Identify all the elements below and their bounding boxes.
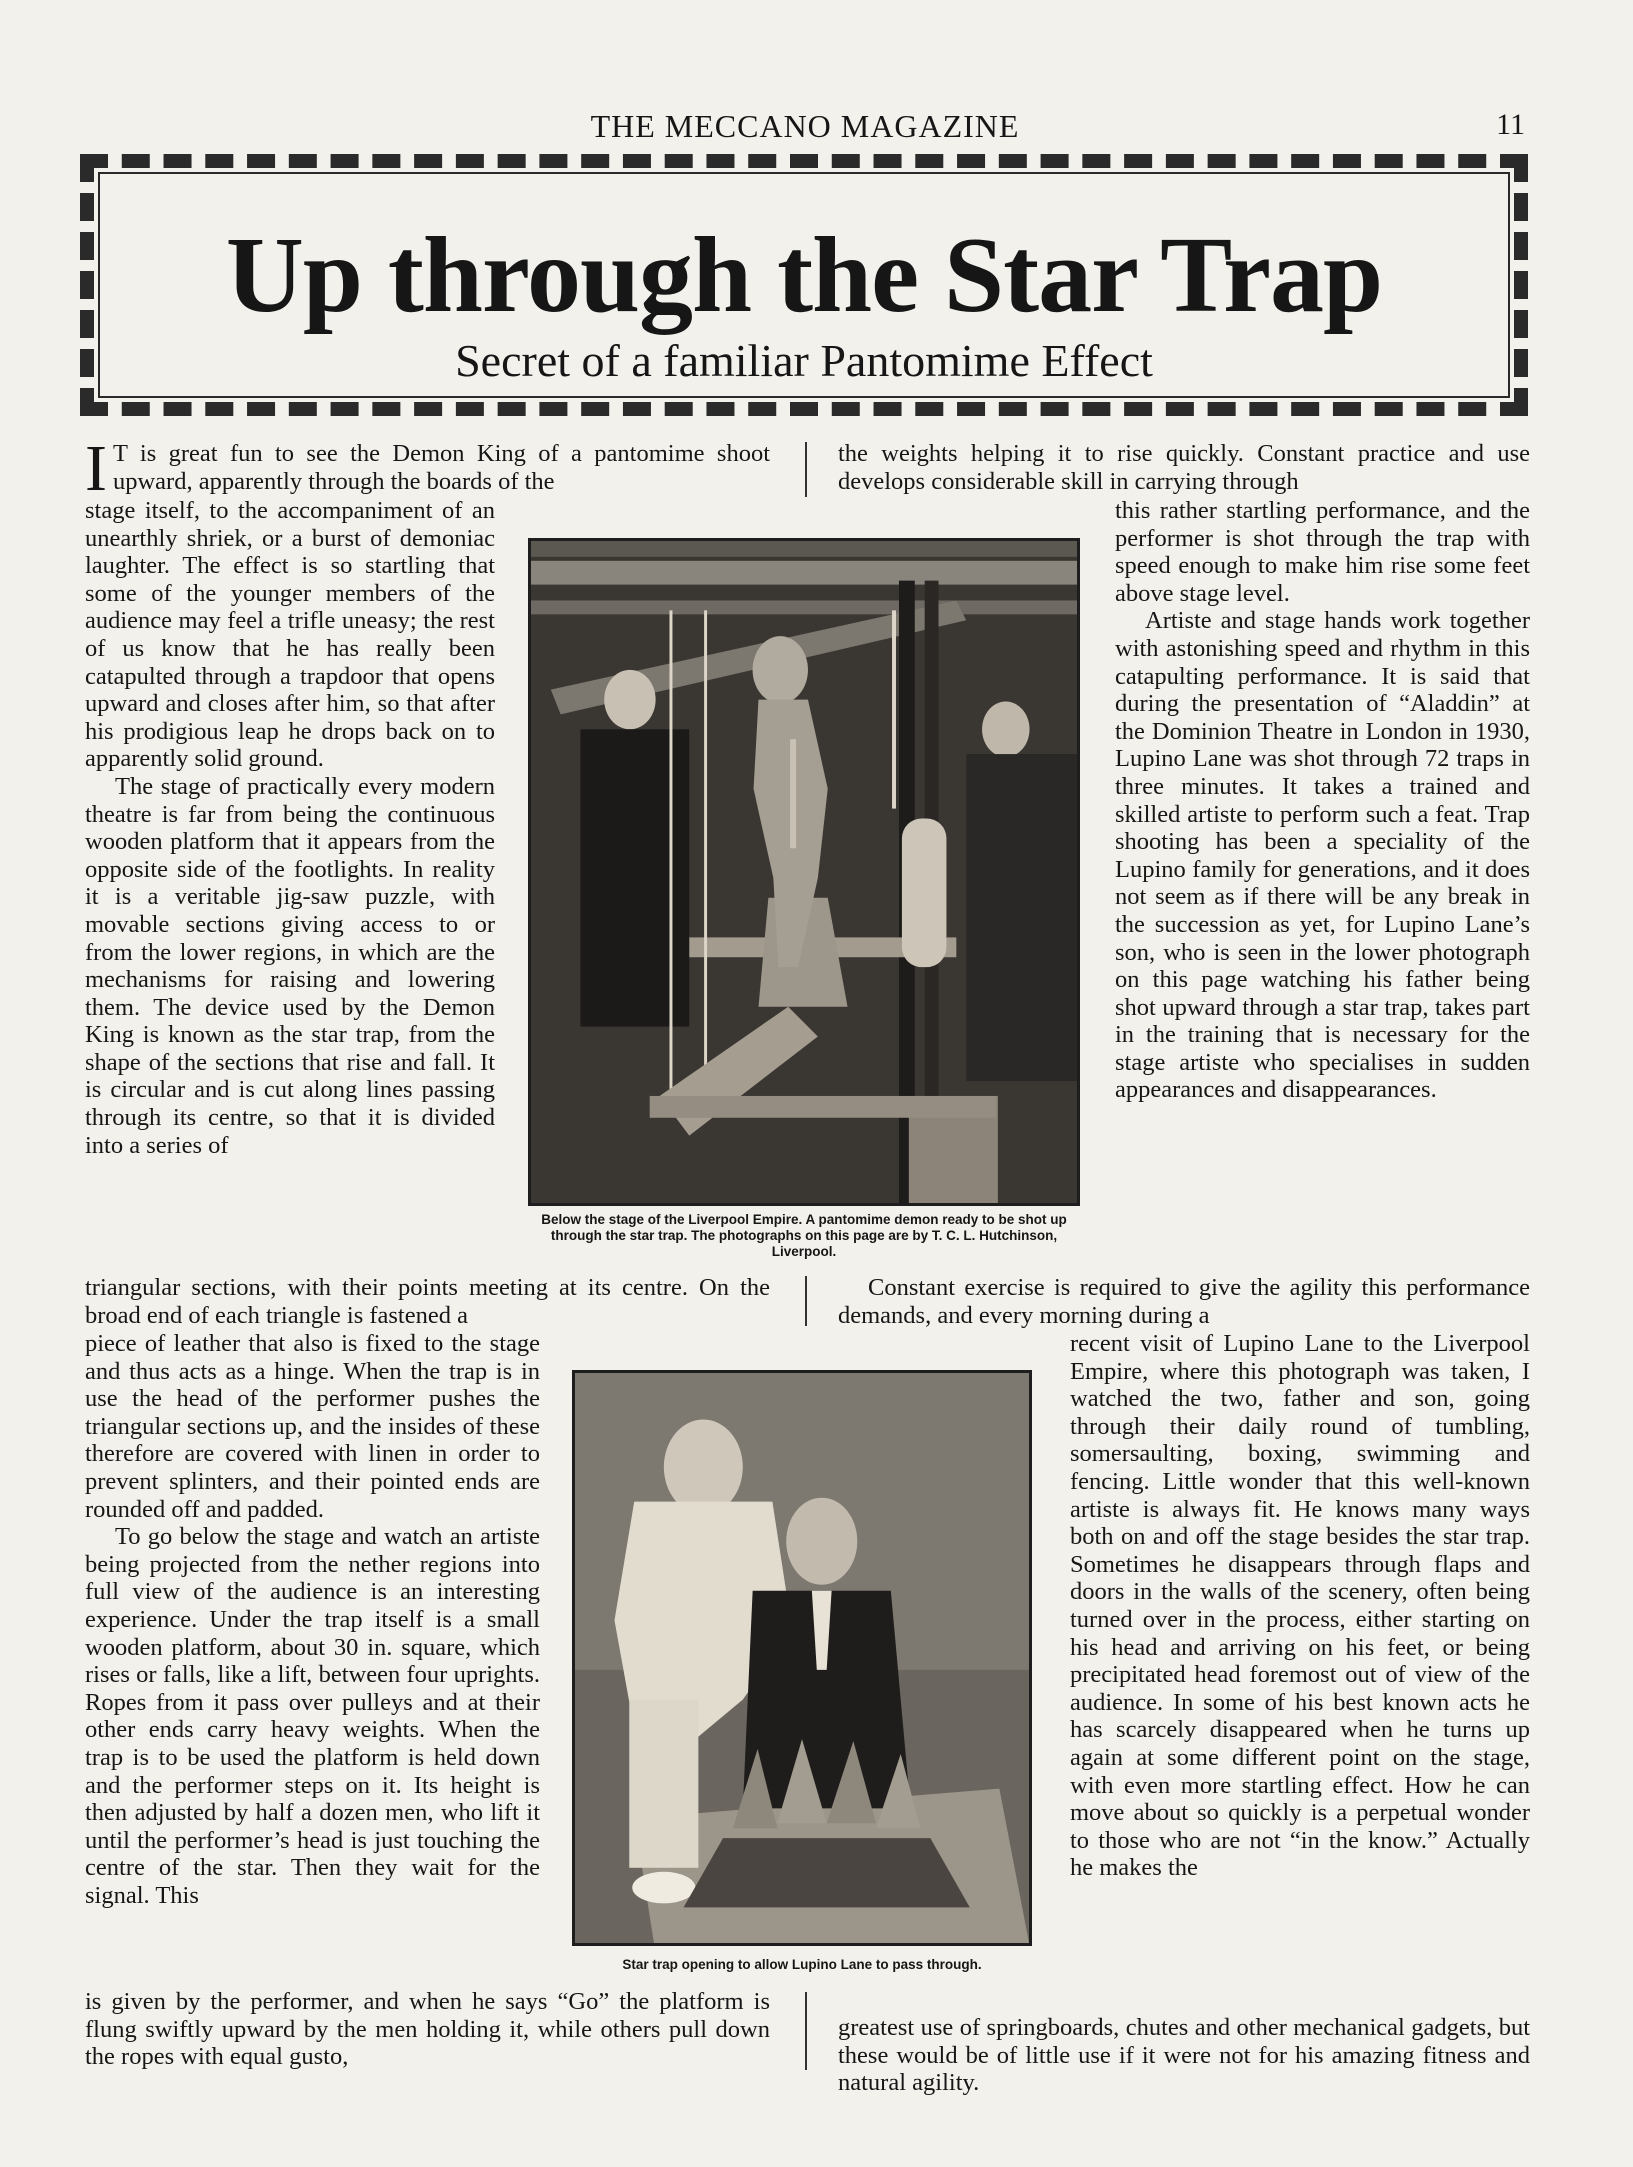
right-bottom: [838, 2014, 1530, 2098]
column-rule-3: [805, 1992, 807, 2070]
article-subtitle: Secret of a familiar Pantomime Effect: [455, 335, 1153, 386]
exercise-text-b: recent visit of Lupino Lane to the Liverpool Empire, where this photograph was taken, I watched the two, father and son, going through their daily round of tumbling, somersaulting, boxing, swimming and fencing. Little wonder that this well-known artiste is always fit. He knows many ways both on and off the stage besides the star trap. Sometimes he disappears through flaps and doors in the walls of the scenery, often being turned over in the process, either starting on his head and arriving on his feet, or being precipitated head foremost out of view of the audience. In some of his best known acts he has scarcely disappeared when he turns up again at some different point on the stage, with even more startling effect. How he can move about so quickly is a perpetual wonder to those who are not “in the know.” Actually he makes the: [1070, 1330, 1530, 1882]
right-text-b: this rather startling performance, and the performer is shot through the trap with speed enough to make him rise some feet above stage level.: [1115, 497, 1530, 607]
traps-paragraph: Artiste and stage hands work together with astonishing speed and rhythm in this catapulting performance. It is said that during the presentation of “Aladdin” at the Dominion Theatre in London in 1930, Lupino Lane was shot through 72 traps in three minutes. It takes a trained and skilled artiste to perform such a feat. Trap shooting has been a speciality of the Lupino family for generations, and it does not seem as if there will be any break in the succession as yet, for Lupino Lane’s son, who is seen in the lower photograph on this page watching his father being shot upward through a star trap, takes part in the training that is necessary for the stage artiste who specialises in sudden appearances and disappearances.: [1115, 607, 1530, 1104]
magazine-name: THE MECCANO MAGAZINE: [590, 108, 1020, 144]
intro-text-a: T is great fun to see the Demon King of a pantomime shoot upward, apparently through the boards of the: [112, 440, 770, 495]
left-bottom: [85, 1988, 770, 2072]
running-header: [85, 108, 1525, 148]
right-middle: [838, 1274, 1530, 1330]
below-stage-paragraph: To go below the stage and watch an artiste being projected from the nether regions into full view of the audience is an interesting experience. Under the trap itself is a small wooden platform, about 30 in. square, which rises or falls, like a lift, between four uprights. Ropes from it pass over pulleys and at their other ends carry heavy weights. When the trap is to be used the platform is held down and the performer steps on it. Its height is then adjusted by half a dozen men, who lift it until the performer’s head is just touching the centre of the star. Then they wait for the signal. This: [85, 1523, 540, 1909]
stage-paragraph: The stage of practically every modern theatre is far from being the continuous wooden platform that it appears from the opposite side of the footlights. In reality it is a veritable jig-saw puzzle, with movable sections giving access to or from the lower regions, in which are the mechanisms for raising and lowering them. The device used by the Demon King is known as the star trap, from the shape of the sections that rise and fall. It is circular and is cut along lines passing through its centre, so that it is divided into a series of: [85, 772, 495, 1159]
triangle-text: triangular sections, with their points meeting at its centre. On the broad end of each triangle is fastened a: [85, 1274, 770, 1329]
closing-text: greatest use of springboards, chutes and other mechanical gadgets, but these would be of little use if it were not for his amazing fitness and natural agility.: [838, 2014, 1530, 2097]
drop-cap: I: [85, 440, 107, 498]
right-column-2: [1070, 1330, 1530, 2010]
right-top: [838, 440, 1530, 498]
photo-star-trap: [572, 1370, 1032, 1946]
column-rule-2: [805, 1276, 807, 1326]
right-column-1: [1115, 497, 1530, 1272]
hinge-text: piece of leather that also is fixed to the stage and thus acts as a hinge. When the trap is in use the head of the performer pushes the triangular sections up, and the insides of these therefore are covered with linen in order to prevent splinters, and their pointed ends are rounded off and padded.: [85, 1330, 540, 1523]
left-column-1: [85, 497, 495, 1259]
caption-top-photo: Below the stage of the Liverpool Empire. A pantomime demon ready to be shot up through the star trap. The photographs on this page are by T. C. L. Hutchinson, Liverpool.: [541, 1212, 1067, 1259]
intro-left-top: [85, 440, 770, 498]
right-text-a: the weights helping it to rise quickly. Constant practice and use develops considerable skill in carrying through: [838, 440, 1530, 495]
caption-bottom-photo: Star trap opening to allow Lupino Lane to pass through.: [622, 1957, 982, 1972]
page-number: 11: [1496, 108, 1525, 141]
title-frame: [80, 154, 1528, 416]
exercise-text-a: Constant exercise is required to give the agility this performance demands, and every morning during a: [838, 1274, 1530, 1329]
signal-text: is given by the performer, and when he says “Go” the platform is flung swiftly upward by the men holding it, while others pull down the ropes with equal gusto,: [85, 1988, 770, 2071]
column-rule: [805, 442, 807, 497]
left-column-2: [85, 1330, 540, 1985]
left-middle: [85, 1274, 770, 1330]
intro-text-b: stage itself, to the accompaniment of an unearthly shriek, or a burst of demoniac laughter. The effect is so startling that some of the younger members of the audience may feel a trifle uneasy; the rest of us know that he has really been catapulted through a trapdoor that opens upward and closes after him, so that after his prodigious leap he drops back on to apparently solid ground.: [85, 497, 495, 773]
photo-below-stage: [528, 538, 1080, 1206]
article-title: Up through the Star Trap: [225, 216, 1383, 335]
